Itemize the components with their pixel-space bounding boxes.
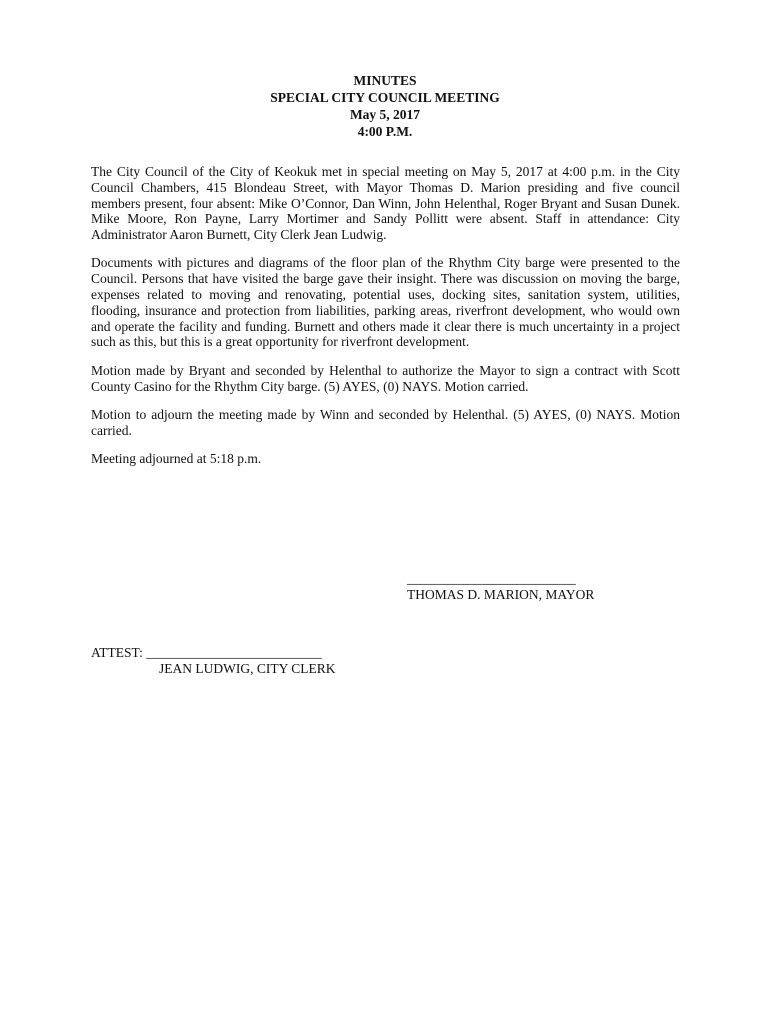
document-header <box>0 72 770 140</box>
paragraph-attendance: The City Council of the City of Keokuk met in special meeting on May 5, 2017 at 4:00 p.m. in the City Council Chambers, 415 Blondeau Street, with Mayor Thomas D. Marion presiding and five council members present, four absent: Mike O’Connor, Dan Winn, John Helenthal, Roger Bryant and Susan Dunek. Mike Moore, Ron Payne, Larry Mortimer and Sandy Pollitt were absent. Staff in attendance: City Administrator Aaron Burnett, City Clerk Jean Ludwig. <box>91 164 680 243</box>
paragraph-adjourned: Meeting adjourned at 5:18 p.m. <box>91 450 262 466</box>
paragraph-discussion: Documents with pictures and diagrams of the floor plan of the Rhythm City barge were presented to the Council. Persons that have visited the barge gave their insight. There was discussion on moving the barge, expenses related to moving and renovating, potential uses, docking sites, sanitation system, utilities, flooding, insurance and protection from liabilities, parking areas, riverfront development, who would own and operate the facility and funding. Burnett and others made it clear there is much uncertainty in a project such as this, but this is a great opportunity for riverfront development. <box>91 255 680 350</box>
clerk-name: JEAN LUDWIG, CITY CLERK <box>159 661 336 676</box>
document-body <box>91 164 680 479</box>
attest-line: ATTEST: __________________________ <box>91 645 322 660</box>
header-time: 4:00 P.M. <box>357 124 413 139</box>
header-date: May 5, 2017 <box>349 107 421 122</box>
mayor-signature-line: _________________________ <box>407 571 576 586</box>
header-minutes: MINUTES <box>353 73 417 88</box>
paragraph-motion-contract: Motion made by Bryant and seconded by Helenthal to authorize the Mayor to sign a contract with Scott County Casino for the Rhythm City barge. (5) AYES, (0) NAYS. Motion carried. <box>91 362 680 394</box>
mayor-name: THOMAS D. MARION, MAYOR <box>407 587 595 602</box>
header-meeting-type: SPECIAL CITY COUNCIL MEETING <box>270 90 500 105</box>
paragraph-motion-adjourn: Motion to adjourn the meeting made by Winn and seconded by Helenthal. (5) AYES, (0) NAYS. Motion carried. <box>91 406 680 438</box>
